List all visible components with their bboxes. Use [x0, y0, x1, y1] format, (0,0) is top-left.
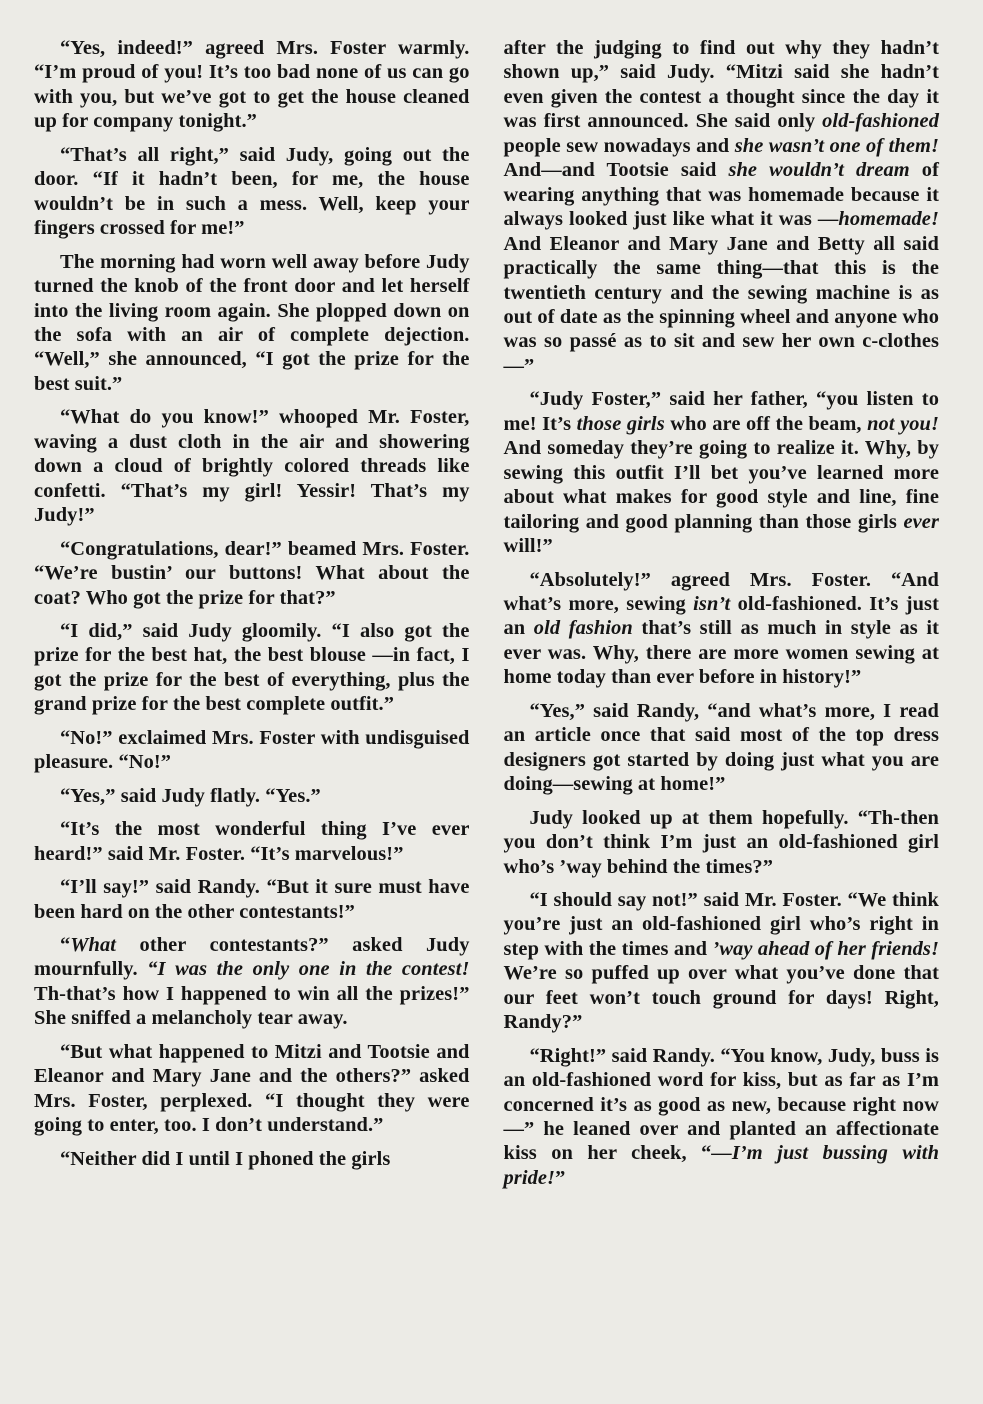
story-paragraph	[34, 619, 470, 717]
story-paragraph	[34, 405, 470, 527]
italic-text-run: homemade!	[838, 208, 939, 231]
text-run: of wearing anything that was homemade because it always looked just like what it was —	[503, 159, 939, 231]
story-paragraph	[34, 817, 470, 866]
text-run: after the judging to find out why they hadn’t shown up,” said Judy. “Mitzi said she hadn’t even given the contest a thought since the day it was first announced. She said only	[503, 37, 939, 133]
story-paragraph	[504, 36, 940, 378]
italic-text-run: —I’m just bussing with pride!	[503, 1142, 940, 1189]
story-paragraph	[504, 699, 940, 797]
text-run: “	[60, 933, 71, 956]
text-run: We’re so puffed up over what you’ve done that our feet won’t touch ground for days! Right, Randy?”	[503, 962, 939, 1034]
text-run: people sew nowadays and	[503, 134, 735, 157]
story-paragraph	[504, 387, 940, 558]
italic-text-run: ever	[903, 510, 939, 533]
text-run: “But what happened to Mitzi and Tootsie and Eleanor and Mary Jane and the others?” asked Mrs. Foster, perplexed. “I thought they were going to enter, too. I don’t understand.”	[34, 1040, 470, 1137]
story-paragraph	[34, 933, 470, 1031]
text-run: ”	[555, 1166, 566, 1189]
text-run: “I’ll say!” said Randy. “But it sure must have been hard on the other contestants!”	[34, 876, 470, 923]
text-run: “Yes,” said Judy flatly. “Yes.”	[60, 784, 321, 807]
italic-text-run: “I was the only one in the contest!	[147, 958, 470, 981]
text-run: “Yes,” said Randy, “and what’s more, I read an article once that said most of the top dress designers got started by doing just what you are doing—sewing at home!”	[503, 699, 939, 796]
text-run: Judy looked up at them hopefully. “Th-then you don’t think I’m just an old-fashioned girl who’s ’way behind the times?”	[503, 806, 939, 878]
italic-text-run: isn’t	[693, 592, 731, 615]
text-run: And someday they’re going to realize it. Why, by sewing this outfit I’ll bet you’ve learned more about what makes for good style and line, fine tailoring and good planning than those girls	[503, 437, 939, 533]
italic-text-run: she wasn’t one of them!	[734, 134, 939, 157]
story-paragraph	[34, 875, 470, 924]
text-run: Th-that’s how I happened to win all the prizes!” She sniffed a melancholy tear away.	[34, 982, 470, 1030]
story-paragraph	[504, 1044, 940, 1191]
text-run: “Absolutely!” agreed Mrs. Foster. “And what’s more, sewing	[503, 568, 939, 615]
text-run: “Right!” said Randy. “You know, Judy, buss is an old-fashioned word for kiss, but as far as I’m concerned it’s as good as new, because right now—” he leaned over and planted an affectionate kiss on her cheek, “	[503, 1044, 939, 1165]
italic-text-run: those girls	[576, 412, 665, 435]
text-run: “What do you know!” whooped Mr. Foster, waving a dust cloth in the air and showering down a cloud of brightly colored threads like confetti. “That’s my girl! Yessir! That’s my Judy!”	[34, 406, 470, 527]
story-paragraph	[34, 537, 470, 610]
story-paragraph	[34, 36, 470, 134]
italic-text-run: she wouldn’t dream	[728, 159, 910, 182]
text-run: And Eleanor and Mary Jane and Betty all said practically the same thing—that this is the twentieth century and the sewing machine is as out of date as the spinning wheel and anyone who was so passé as to sit and sew her own c-clothes—”	[503, 232, 939, 377]
text-run: And—and Tootsie said	[503, 159, 729, 182]
left-text-column	[34, 36, 470, 1364]
story-paragraph	[34, 784, 470, 808]
text-run: “Congratulations, dear!” beamed Mrs. Foster. “We’re bustin’ our buttons! What about the coat? Who got the prize for that?”	[34, 537, 470, 609]
story-paragraph	[504, 806, 940, 879]
text-run: other contestants?” asked Judy mournfully.	[34, 933, 470, 981]
text-run: “Judy Foster,” said her father, “you listen to me! It’s	[503, 388, 939, 435]
story-paragraph	[34, 1147, 470, 1171]
story-paragraph	[504, 888, 940, 1035]
text-run: that’s still as much in style as it ever was. Why, there are more women sewing at home today than ever before in history!”	[503, 617, 939, 689]
text-run: will!”	[503, 535, 553, 558]
story-paragraph	[34, 1040, 470, 1138]
text-run: “No!” exclaimed Mrs. Foster with undisguised pleasure. “No!”	[34, 726, 470, 774]
italic-text-run: ’way ahead of her friends!	[712, 937, 939, 960]
italic-text-run: not you!	[867, 412, 939, 435]
text-run: “Yes, indeed!” agreed Mrs. Foster warmly. “I’m proud of you! It’s too bad none of us can go with you, but we’ve got to get the house cleaned up for company tonight.”	[34, 37, 470, 133]
italic-text-run: old fashion	[533, 617, 633, 640]
story-paragraph	[504, 568, 940, 690]
text-run: old-fashioned. It’s just an	[503, 592, 939, 640]
right-text-column	[504, 36, 940, 1364]
text-run: “Neither did I until I phoned the girls	[60, 1147, 391, 1170]
story-paragraph	[34, 143, 470, 241]
text-run: who are off the beam,	[664, 412, 868, 435]
story-paragraph	[34, 726, 470, 775]
story-paragraph	[34, 250, 470, 397]
italic-text-run: old-fashioned	[822, 110, 939, 133]
text-run: “I did,” said Judy gloomily. “I also got the prize for the best hat, the best blouse —in fact, I got the prize for the best of everything, plus the grand prize for the best complete outfit.”	[34, 619, 470, 716]
italic-text-run: What	[70, 933, 117, 956]
text-run: “I should say not!” said Mr. Foster. “We think you’re just an old-fashioned girl who’s right in step with the times and	[503, 888, 939, 960]
text-run: “It’s the most wonderful thing I’ve ever heard!” said Mr. Foster. “It’s marvelous!”	[34, 818, 470, 865]
text-run: The morning had worn well away before Judy turned the knob of the front door and let herself into the living room again. She plopped down on the sofa with an air of complete dejection. “Well,” she announced, “I got the prize for the best suit.”	[34, 250, 470, 395]
text-run: “That’s all right,” said Judy, going out the door. “If it hadn’t been, for me, the house wouldn’t be in such a mess. Well, keep your fingers crossed for me!”	[34, 143, 470, 240]
